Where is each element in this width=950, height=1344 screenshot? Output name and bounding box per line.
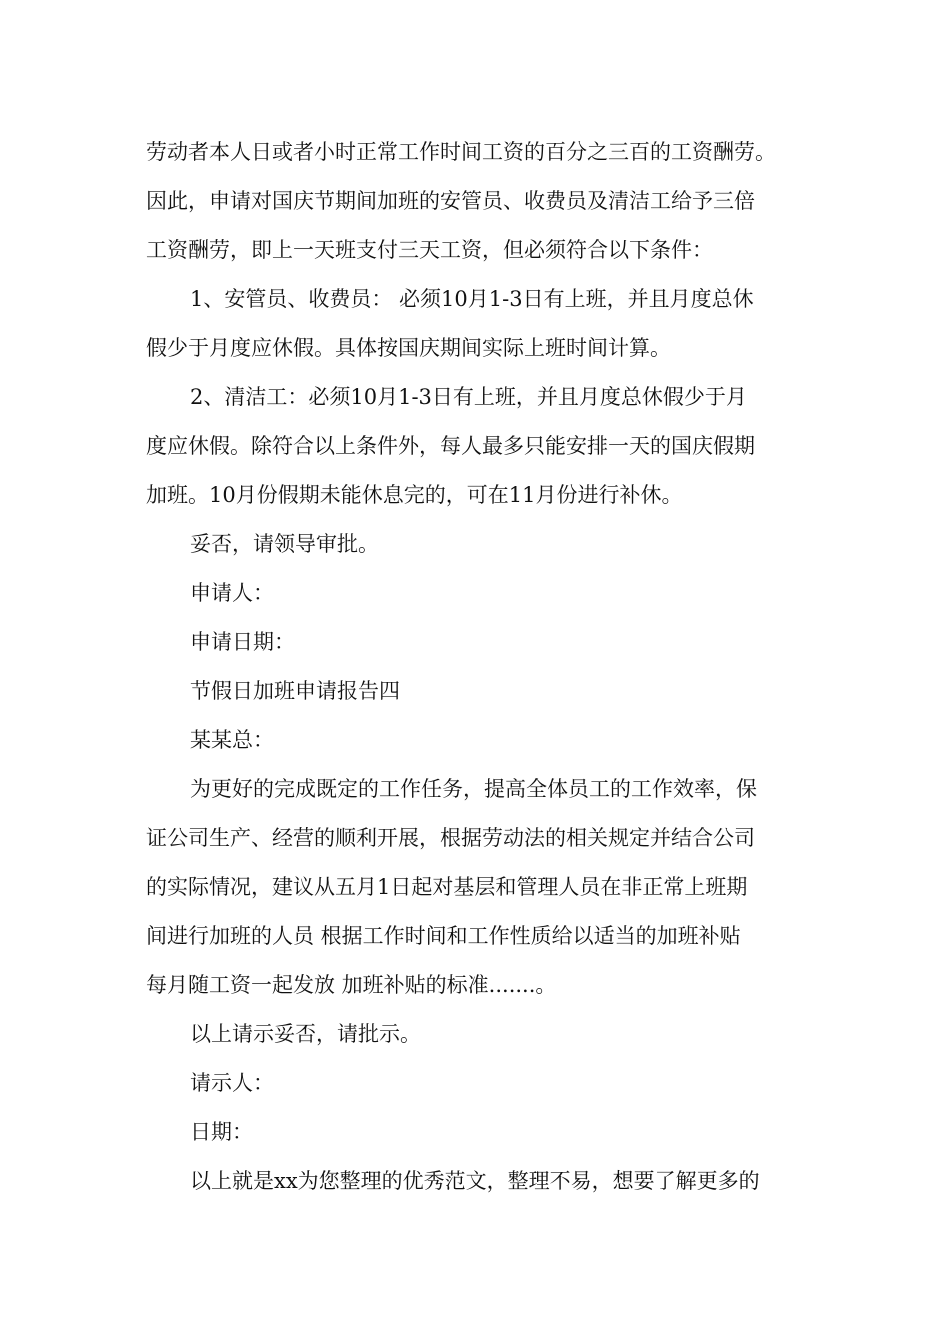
text-line: 1、安管员、收费员： 必须10月1-3日有上班，并且月度总休 xyxy=(190,287,754,311)
section-title: 节假日加班申请报告四 xyxy=(190,679,400,703)
text-line: 因此，申请对国庆节期间加班的安管员、收费员及清洁工给予三倍 xyxy=(146,189,755,213)
text-line: 以上请示妥否，请批示。 xyxy=(190,1022,421,1046)
text-line: 2、清洁工：必须10月1-3日有上班，并且月度总休假少于月 xyxy=(190,385,747,409)
text-line: 证公司生产、经营的顺利开展，根据劳动法的相关规定并结合公司 xyxy=(146,826,755,850)
application-date-label: 申请日期： xyxy=(190,630,295,654)
text-line: 的实际情况，建议从五月1日起对基层和管理人员在非正常上班期 xyxy=(146,875,748,899)
text-line: 为更好的完成既定的工作任务，提高全体员工的工作效率，保 xyxy=(190,777,757,801)
document-body xyxy=(146,128,816,1206)
text-line: 每月随工资一起发放 加班补贴的标准.......。 xyxy=(146,973,557,997)
text-line: 度应休假。除符合以上条件外，每人最多只能安排一天的国庆假期 xyxy=(146,434,755,458)
text-line: 妥否，请领导审批。 xyxy=(190,532,379,556)
text-line: 劳动者本人日或者小时正常工作时间工资的百分之三百的工资酬劳。 xyxy=(146,140,776,164)
applicant-label: 申请人： xyxy=(190,581,274,605)
text-line: 加班。10月份假期未能休息完的，可在11月份进行补休。 xyxy=(146,483,683,507)
text-line: 以上就是xx为您整理的优秀范文，整理不易，想要了解更多的 xyxy=(190,1169,760,1193)
text-line: 假少于月度应休假。具体按国庆期间实际上班时间计算。 xyxy=(146,336,671,360)
requester-label: 请示人： xyxy=(190,1071,274,1095)
date-label: 日期： xyxy=(190,1120,253,1144)
text-line: 工资酬劳，即上一天班支付三天工资，但必须符合以下条件： xyxy=(146,238,713,262)
text-line: 间进行加班的人员 根据工作时间和工作性质给以适当的加班补贴 xyxy=(146,924,741,948)
salutation: 某某总： xyxy=(190,728,274,752)
